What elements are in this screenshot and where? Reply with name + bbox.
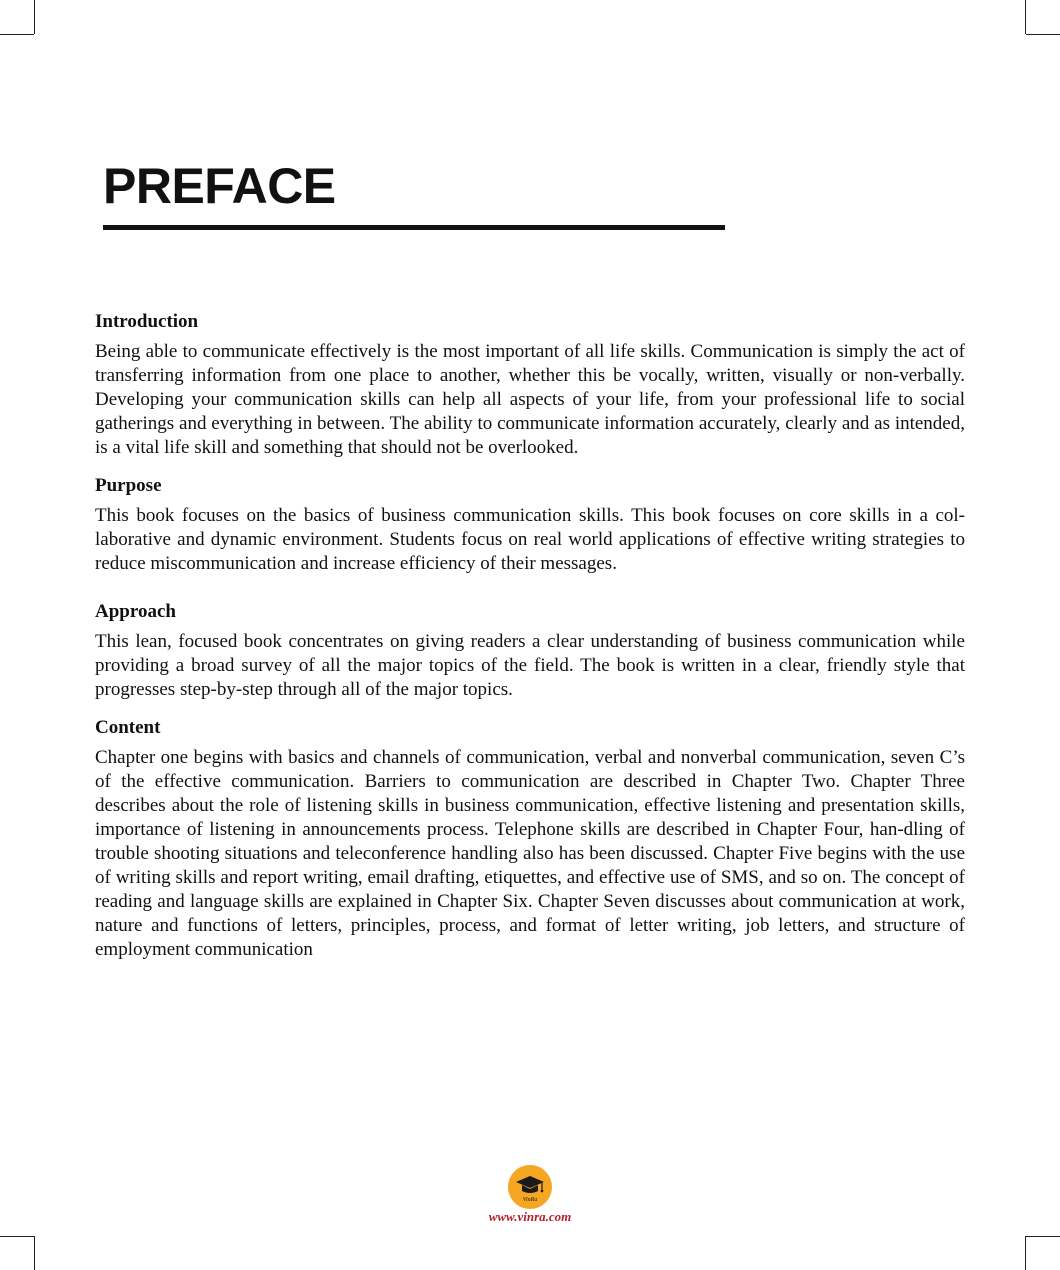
crop-mark-top-right-horizontal bbox=[1026, 34, 1060, 35]
section-purpose bbox=[95, 474, 965, 576]
section-paragraph: This book focuses on the basics of business communication skills. This book focuses on core skills in a col-laborative and dynamic environment. Students focus on real world applications of effective writing strategies to reduce miscommunication and increase efficiency of their messages. bbox=[95, 505, 965, 574]
page-title: PREFACE bbox=[103, 158, 336, 214]
section-paragraph: Being able to communicate effectively is the most important of all life skills. Communication is simply the act of transferring information from one place to another, whether this be vocally, written, visually or non-verbally. Developing your communication skills can help all aspects of your life, from your professional life to social gatherings and everything in between. The ability to communicate information accurately, clearly and as intended, is a vital life skill and something that should not be overlooked. bbox=[95, 341, 965, 458]
section-paragraph: Chapter one begins with basics and channels of communication, verbal and nonverbal communication, seven C’s of the effective communication. Barriers to communication are described in Chapter Two. Chapter Three describes about the role of listening skills in business communication, effective listening and presentation skills, importance of listening in announcements process. Telephone skills are described in Chapter Four, han-dling of trouble shooting situations and teleconference handling also has been discussed. Chapter Five begins with the use of writing skills and report writing, email drafting, etiquettes, and effective use of SMS, and so on. The concept of reading and language skills are explained in Chapter Six. Chapter Seven discusses about communication at work, nature and functions of letters, principles, process, and format of letter writing, job letters, and structure of employment communication bbox=[95, 747, 965, 960]
crop-mark-bottom-left-vertical bbox=[34, 1236, 35, 1270]
crop-mark-bottom-left-horizontal bbox=[0, 1236, 34, 1237]
crop-mark-bottom-right-vertical bbox=[1025, 1236, 1026, 1270]
logo-wordmark: VinRa bbox=[522, 1197, 538, 1203]
publisher-logo bbox=[508, 1165, 552, 1209]
crop-mark-top-left-horizontal bbox=[0, 34, 34, 35]
section-heading: Approach bbox=[95, 601, 176, 622]
section-heading: Introduction bbox=[95, 311, 199, 332]
section-content bbox=[95, 716, 965, 962]
section-heading: Purpose bbox=[95, 475, 162, 496]
preface-content bbox=[95, 310, 965, 976]
crop-mark-top-left-vertical bbox=[34, 0, 35, 34]
section-heading: Content bbox=[95, 717, 161, 738]
section-paragraph: This lean, focused book concentrates on giving readers a clear understanding of business communication while providing a broad survey of all the major topics of the field. The book is written in a clear, friendly style that progresses step-by-step through all of the major topics. bbox=[95, 631, 965, 700]
publisher-url: www.vinra.com bbox=[488, 1209, 572, 1224]
crop-mark-top-right-vertical bbox=[1025, 0, 1026, 34]
crop-mark-bottom-right-horizontal bbox=[1026, 1236, 1060, 1237]
title-underline-rule bbox=[103, 225, 725, 230]
graduation-cap-icon bbox=[508, 1165, 552, 1209]
section-introduction bbox=[95, 310, 965, 460]
section-approach bbox=[95, 600, 965, 702]
